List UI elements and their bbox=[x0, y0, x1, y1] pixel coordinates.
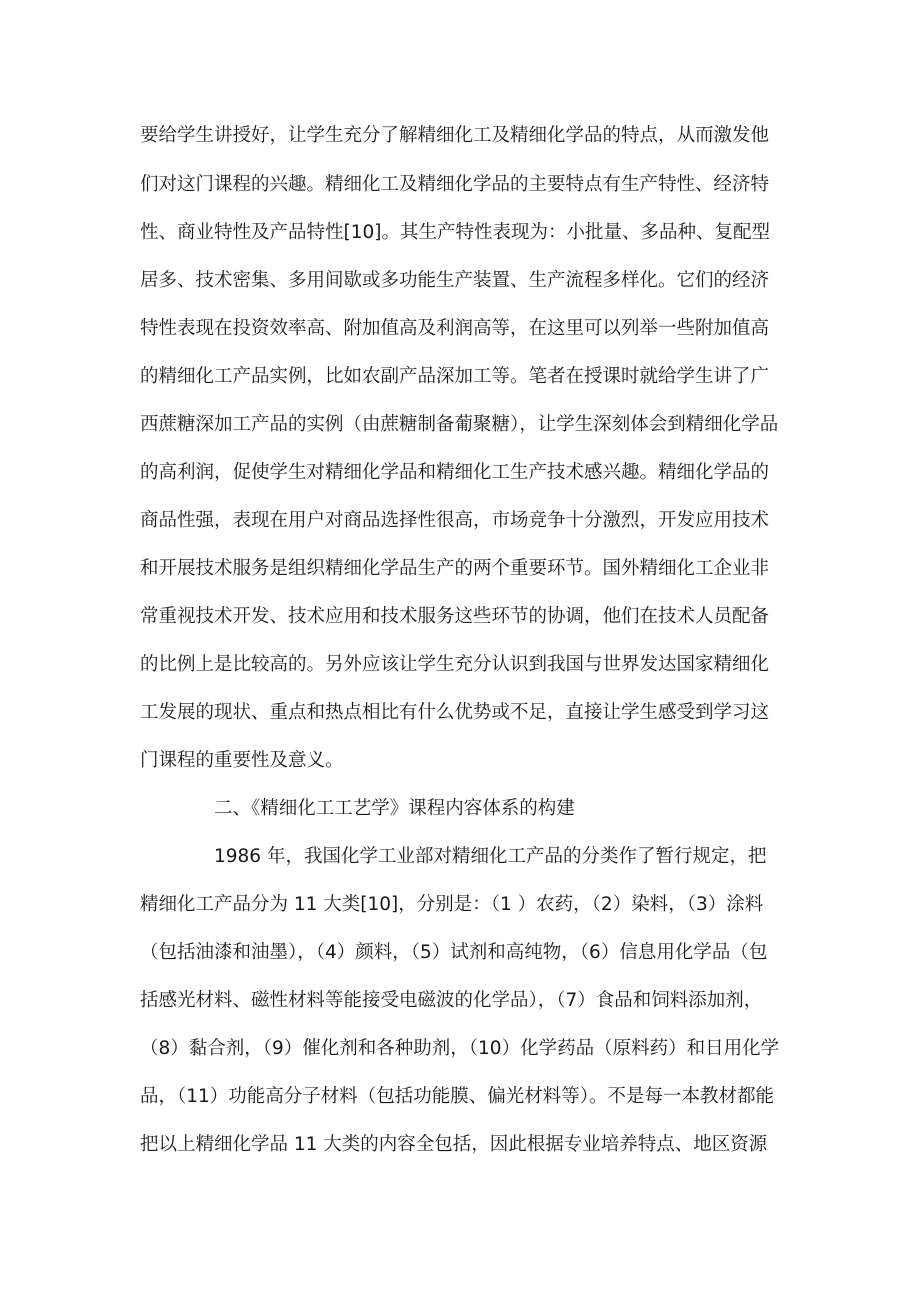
paragraph1-line-1: 要给学生讲授好，让学生充分了解精细化工及精细化学品的特点，从而激发他 bbox=[140, 125, 770, 146]
paragraph2-line-2: 精细化工产品分为 11 大类[10]，分别是：（1 ）农药，（2）染料，（3）涂料 bbox=[140, 894, 764, 915]
paragraph2-first-line: 1986 年，我国化学工业部对精细化工产品的分类作了暂行规定，把 bbox=[214, 846, 767, 867]
paragraph1-line-9: 商品性强，表现在用户对商品选择性很高，市场竞争十分激烈，开发应用技术 bbox=[140, 510, 770, 531]
paragraph1-line-11: 常重视技术开发、技术应用和技术服务这些环节的协调，他们在技术人员配备 bbox=[140, 606, 770, 627]
paragraph1-line-7: 西蔗糖深加工产品的实例（由蔗糖制备葡聚糖），让学生深刻体会到精细化学品 bbox=[140, 414, 779, 435]
paragraph2-line-6: 品，（11）功能高分子材料（包括功能膜、偏光材料等）。不是每一本教材都能 bbox=[140, 1086, 775, 1107]
paragraph2-line-7: 把以上精细化学品 11 大类的内容全包括，因此根据专业培养特点、地区资源 bbox=[140, 1134, 768, 1155]
paragraph2-line-5: （8）黏合剂，（9）催化剂和各种助剂，（10）化学药品（原料药）和日用化学 bbox=[140, 1038, 780, 1059]
paragraph1-line-14: 门课程的重要性及意义。 bbox=[140, 750, 344, 771]
paragraph2-line-4: 括感光材料、磁性材料等能接受电磁波的化学品），（7）食品和饲料添加剂， bbox=[140, 990, 763, 1011]
paragraph1-line-13: 工发展的现状、重点和热点相比有什么优势或不足，直接让学生感受到学习这 bbox=[140, 702, 770, 723]
paragraph2-line-3: （包括油漆和油墨），（4）颜料，（5）试剂和高纯物，（6）信息用化学品（包 bbox=[140, 942, 768, 963]
section-heading: 二、《精细化工工艺学》课程内容体系的构建 bbox=[214, 798, 575, 819]
paragraph1-line-2: 们对这门课程的兴趣。精细化工及精细化学品的主要特点有生产特性、经济特 bbox=[140, 174, 770, 195]
paragraph1-line-12: 的比例上是比较高的。另外应该让学生充分认识到我国与世界发达国家精细化 bbox=[140, 654, 770, 675]
paragraph1-line-8: 的高利润，促使学生对精细化学品和精细化工生产技术感兴趣。精细化学品的 bbox=[140, 462, 770, 483]
paragraph1-line-6: 的精细化工产品实例，比如农副产品深加工等。笔者在授课时就给学生讲了广 bbox=[140, 366, 770, 387]
paragraph1-line-5: 特性表现在投资效率高、附加值高及利润高等，在这里可以列举一些附加值高 bbox=[140, 318, 770, 339]
paragraph1-line-10: 和开展技术服务是组织精细化学品生产的两个重要环节。国外精细化工企业非 bbox=[140, 558, 770, 579]
paragraph1-line-4: 居多、技术密集、多用间歇或多功能生产装置、生产流程多样化。它们的经济 bbox=[140, 270, 770, 291]
paragraph1-line-3: 性、商业特性及产品特性[10]。其生产特性表现为：小批量、多品种、复配型 bbox=[140, 222, 770, 243]
